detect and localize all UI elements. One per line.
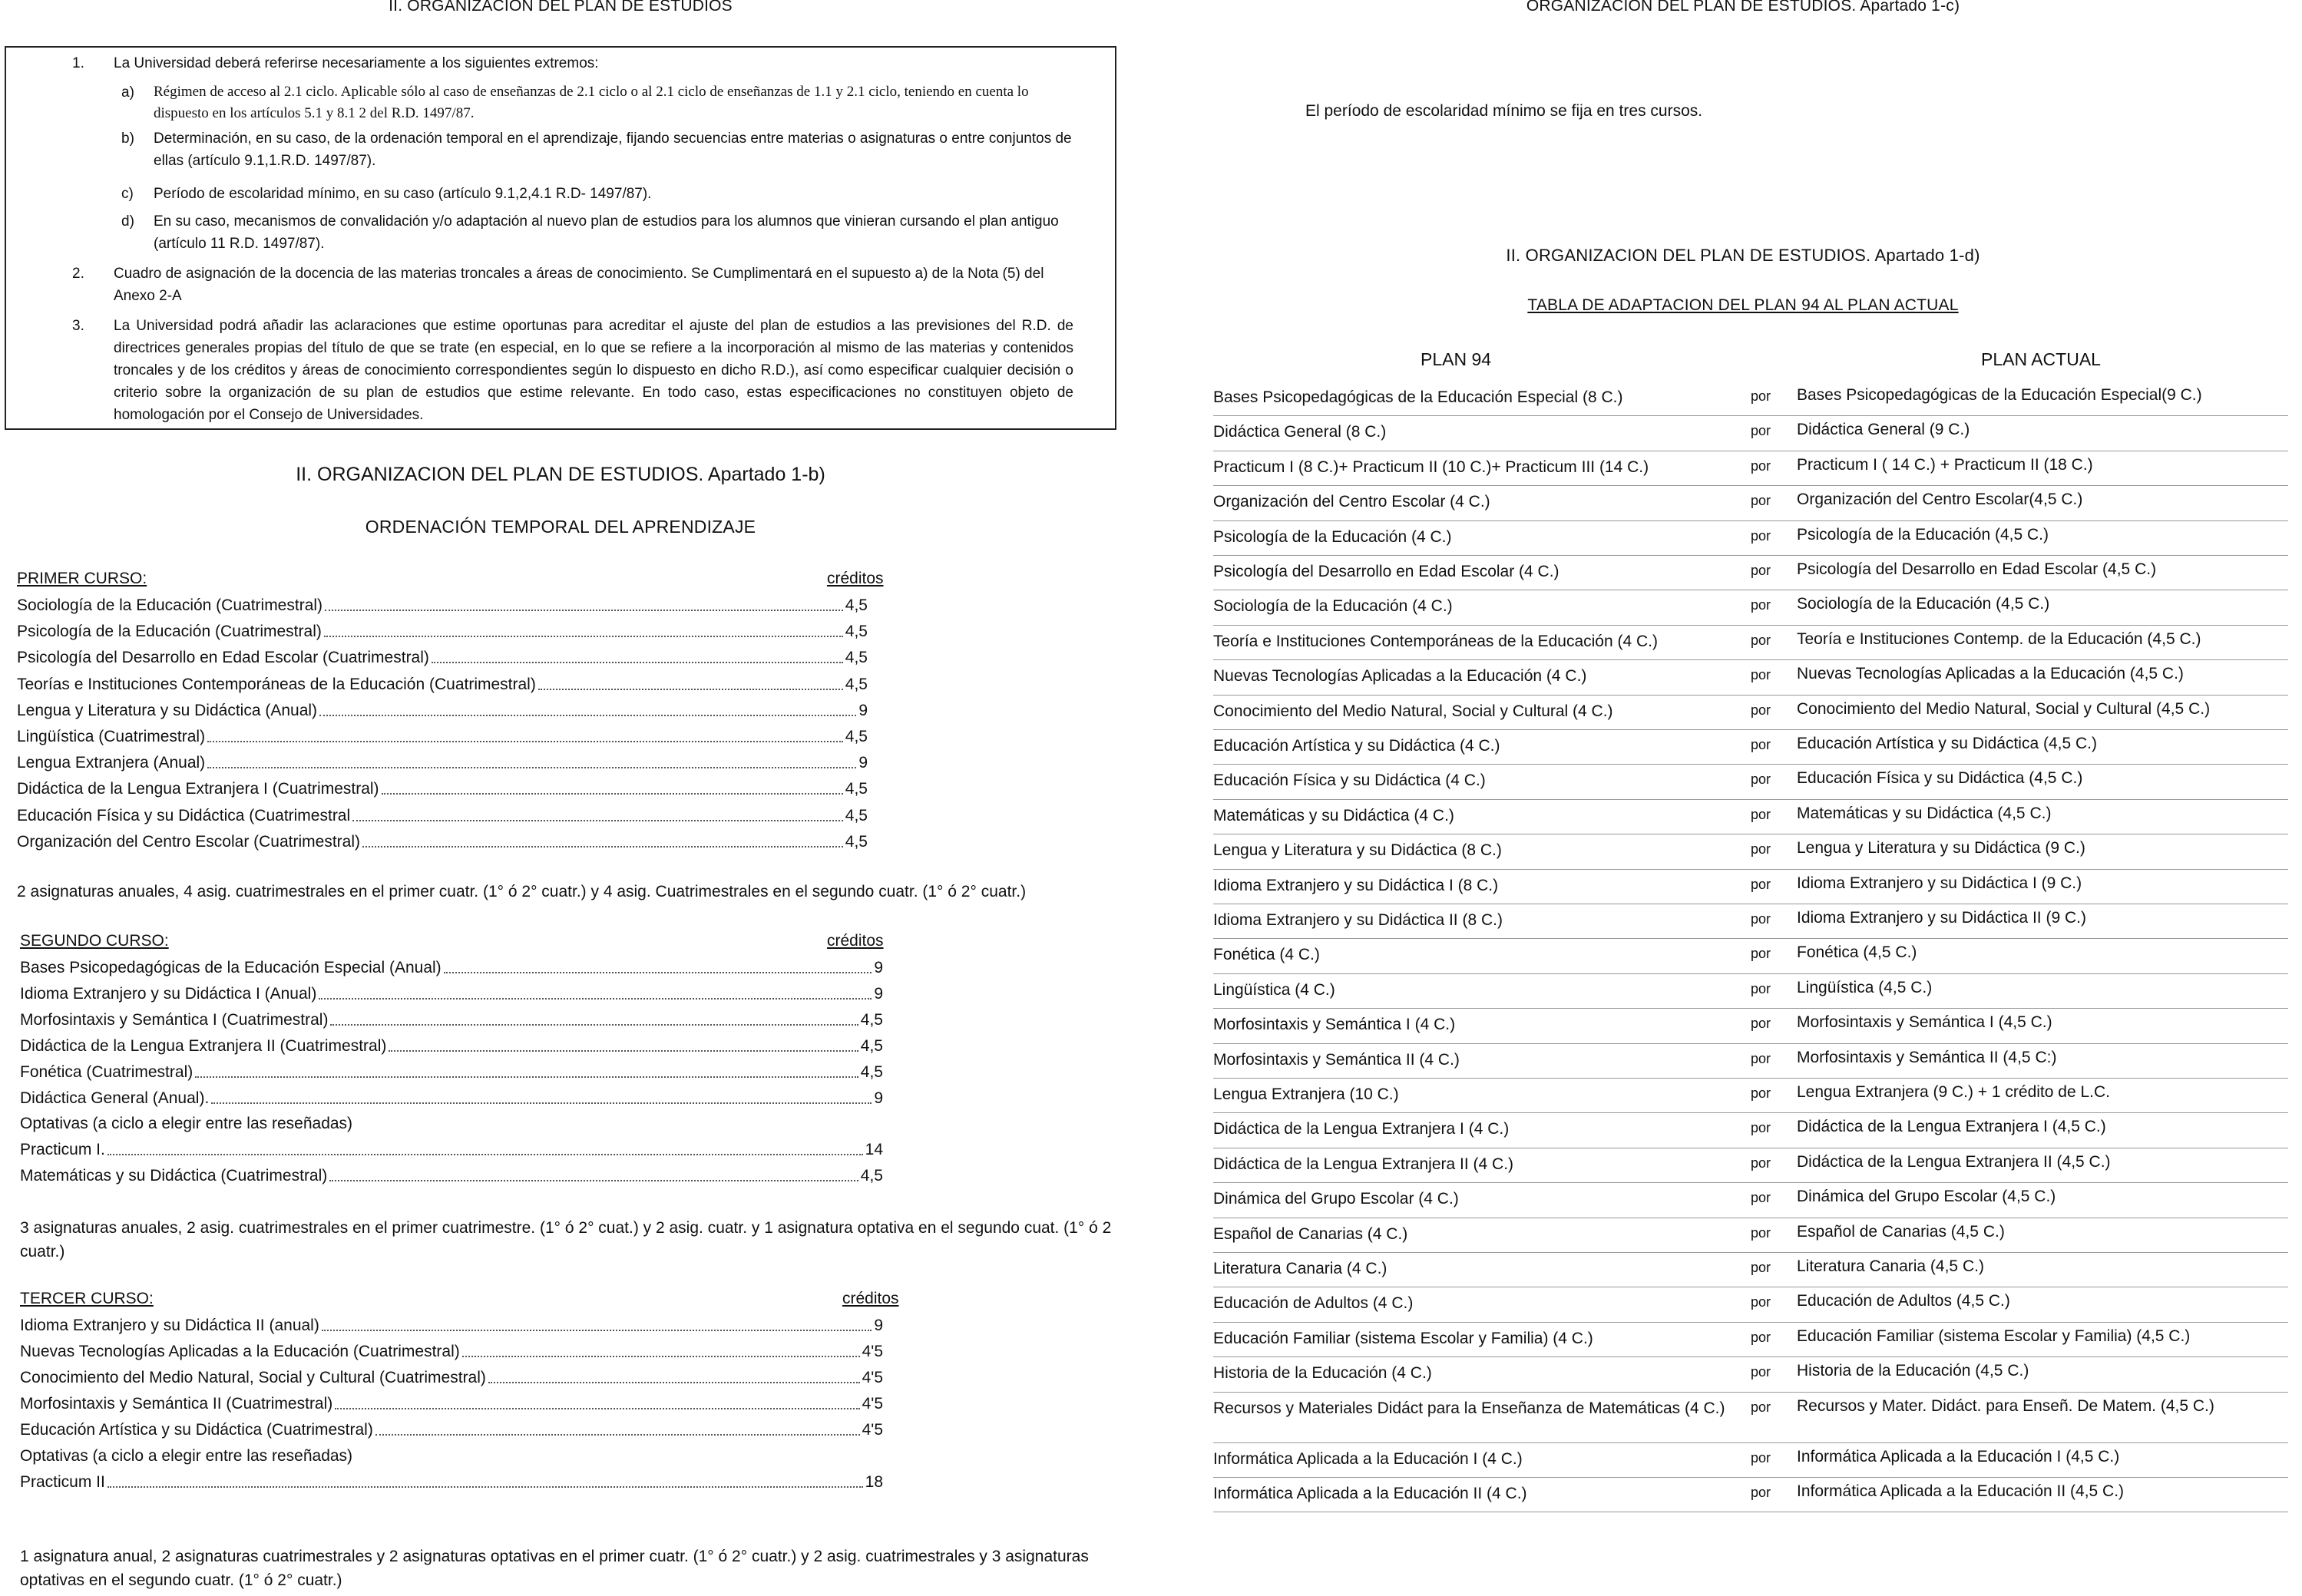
plan-actual-cell: Matemáticas y su Didáctica (4,5 C.) <box>1797 804 2052 822</box>
primer-curso-heading: PRIMER CURSO: <box>17 570 147 587</box>
col-header-plan-94: PLAN 94 <box>1421 349 1492 369</box>
table-row <box>1213 625 2288 660</box>
notes-box <box>5 46 1116 430</box>
dot-leader <box>325 593 843 611</box>
plan-94-cell: Psicología del Desarrollo en Edad Escolar (4 C.) <box>1213 563 1559 580</box>
por-cell: por <box>1751 1120 1771 1136</box>
course-row <box>17 803 868 829</box>
dot-leader <box>207 724 843 742</box>
plan-94-cell: Lengua Extranjera (10 C.) <box>1213 1085 1399 1103</box>
plan-actual-cell: Educación Artística y su Didáctica (4,5 C.) <box>1797 735 2097 752</box>
por-cell: por <box>1751 1399 1771 1415</box>
course-name: Psicología de la Educación (Cuatrimestral) <box>17 623 322 641</box>
note-letter: c) <box>121 186 134 202</box>
course-name: Educación Física y su Didáctica (Cuatrimestral <box>17 806 351 824</box>
por-cell: por <box>1751 1155 1771 1171</box>
dot-leader <box>389 1033 858 1052</box>
course-name: Fonética (Cuatrimestral) <box>20 1063 193 1081</box>
note-c: Período de escolaridad mínimo, en su caso (artículo 9.1,2,4.1 R.D- 1497/87). <box>154 186 652 202</box>
por-cell: por <box>1751 527 1771 544</box>
primer-curso-note: 2 asignaturas anuales, 4 asig. cuatrimestrales en el primer cuatr. (1° ó 2° cuatr.) y 4 asig. Cuatrimestrales en el segundo cuatr. (1° ó 2° cuatr.) <box>17 883 1027 900</box>
por-cell: por <box>1751 1294 1771 1310</box>
segundo-curso-heading: SEGUNDO CURSO: <box>20 932 169 950</box>
por-cell: por <box>1751 841 1771 857</box>
course-row <box>20 1417 883 1443</box>
course-name: Didáctica General (Anual). <box>20 1089 210 1107</box>
por-cell: por <box>1751 1449 1771 1465</box>
col-header-plan-actual: PLAN ACTUAL <box>1981 349 2101 369</box>
por-cell: por <box>1751 702 1771 718</box>
course-credits: 4'5 <box>862 1369 883 1386</box>
table-row <box>1213 1182 2288 1218</box>
plan-actual-cell: Morfosintaxis y Semántica I (4,5 C.) <box>1797 1013 2052 1032</box>
dot-leader <box>107 1469 863 1488</box>
course-row <box>20 1137 883 1163</box>
plan-actual-cell: Lengua y Literatura y su Didáctica (9 C.) <box>1797 839 2085 857</box>
right-page <box>1198 0 2288 1596</box>
por-cell: por <box>1751 388 1771 404</box>
course-row <box>17 750 868 776</box>
course-credits: 4,5 <box>845 806 868 824</box>
plan-94-cell: Educación Física y su Didáctica (4 C.) <box>1213 772 1486 790</box>
course-credits: 4,5 <box>860 1063 883 1081</box>
por-cell: por <box>1751 946 1771 962</box>
course-row <box>17 698 868 724</box>
note-item-2: Cuadro de asignación de la docencia de las materias troncales a áreas de conocimiento. Se Cumplimentará en el supuesto a) de la Nota (5) del Anexo 2-A <box>114 266 1044 304</box>
course-name: Organización del Centro Escolar (Cuatrimestral) <box>17 832 360 851</box>
dot-leader <box>207 750 856 768</box>
course-row <box>20 955 883 981</box>
dot-leader <box>352 803 843 821</box>
table-row <box>1213 1287 2288 1322</box>
course-credits: 4'5 <box>862 1421 883 1439</box>
note-a: Régimen de acceso al 2.1 ciclo. Aplicable sólo al caso de enseñanzas de 2.1 ciclo o al 2.1 ciclo de enseñanzas de 1.1 y 2.1 ciclo, teniendo en cuenta lo dispuesto en los artículos 5.1 y 8.1 2 del R.D. 1497/87. <box>154 84 1029 121</box>
course-row <box>17 829 868 855</box>
dot-leader <box>335 1391 859 1409</box>
plan-94-cell: Informática Aplicada a la Educación I (4 C.) <box>1213 1449 1523 1468</box>
course-row <box>20 1339 883 1365</box>
plan-actual-cell: Educación Física y su Didáctica (4,5 C.) <box>1797 769 2083 788</box>
course-credits: 4,5 <box>845 623 868 641</box>
por-cell: por <box>1751 1050 1771 1066</box>
course-row <box>20 1391 883 1417</box>
course-credits: 9 <box>858 754 868 772</box>
plan-actual-cell: Recursos y Mater. Didáct. para Enseñ. De Matem. (4,5 C.) <box>1797 1396 2214 1415</box>
course-row <box>17 724 868 750</box>
table-row <box>1213 381 2288 416</box>
table-row <box>1213 938 2288 973</box>
note-number: 1. <box>72 55 84 71</box>
dot-leader <box>488 1365 860 1383</box>
note-item-1: La Universidad deberá referirse necesariamente a los siguientes extremos: <box>114 55 599 71</box>
course-credits: 9 <box>874 1089 883 1107</box>
por-cell: por <box>1751 1260 1771 1275</box>
course-row <box>20 1007 883 1033</box>
course-row <box>20 1469 883 1495</box>
dot-leader <box>462 1339 860 1357</box>
table-row <box>1213 485 2288 520</box>
dot-leader <box>211 1085 872 1104</box>
course-name: Didáctica de la Lengua Extranjera I (Cuatrimestral) <box>17 780 379 798</box>
table-row <box>1213 451 2288 486</box>
plan-94-cell: Educación Artística y su Didáctica (4 C.) <box>1213 737 1500 755</box>
course-credits: 4,5 <box>845 728 868 745</box>
course-name: Matemáticas y su Didáctica (Cuatrimestral) <box>20 1167 328 1185</box>
course-credits: 4,5 <box>845 780 868 798</box>
creditos-label: créditos <box>827 932 884 950</box>
course-credits: 4,5 <box>860 1011 883 1029</box>
course-credits: 9 <box>858 701 868 719</box>
por-cell: por <box>1751 563 1771 578</box>
dot-leader <box>322 1313 872 1331</box>
course-row <box>17 645 868 671</box>
por-cell: por <box>1751 806 1771 822</box>
plan-94-cell: Didáctica de la Lengua Extranjera I (4 C.) <box>1213 1120 1510 1138</box>
dot-leader <box>319 698 856 716</box>
course-row <box>17 619 868 645</box>
dot-leader <box>538 672 843 690</box>
tercer-optativas: Optativas (a ciclo a elegir entre las reseñadas) <box>20 1447 353 1465</box>
table-row <box>1213 1252 2288 1287</box>
plan-94-cell: Informática Aplicada a la Educación II (4 C.) <box>1213 1485 1527 1502</box>
plan-94-cell: Teoría e Instituciones Contemporáneas de la Educación (4 C.) <box>1213 632 1658 650</box>
course-row <box>20 1163 883 1189</box>
segundo-optativas: Optativas (a ciclo a elegir entre las reseñadas) <box>20 1115 353 1132</box>
plan-actual-cell: Conocimiento del Medio Natural, Social y Cultural (4,5 C.) <box>1797 699 2211 718</box>
por-cell: por <box>1751 911 1771 927</box>
table-row <box>1213 1043 2288 1079</box>
table-row <box>1213 695 2288 730</box>
plan-94-cell: Morfosintaxis y Semántica I (4 C.) <box>1213 1016 1456 1034</box>
table-row <box>1213 834 2288 869</box>
tercer-curso-heading: TERCER CURSO: <box>20 1290 154 1307</box>
plan-actual-cell: Psicología del Desarrollo en Edad Escolar (4,5 C.) <box>1797 560 2157 578</box>
por-cell: por <box>1751 772 1771 788</box>
course-credits: 14 <box>865 1141 883 1158</box>
plan-94-cell: Didáctica de la Lengua Extranjera II (4 C.) <box>1213 1155 1514 1173</box>
plan-94-cell: Idioma Extranjero y su Didáctica II (8 C.) <box>1213 911 1503 929</box>
table-row <box>1213 1392 2288 1443</box>
course-name: Nuevas Tecnologías Aplicadas a la Educación (Cuatrimestral) <box>20 1343 460 1360</box>
por-cell: por <box>1751 458 1771 474</box>
segundo-curso-note: 3 asignaturas anuales, 2 asig. cuatrimestrales en el primer cuatrimestre. (1° ó 2° cuat.) y 2 asig. cuatr. y 1 asignatura optativa en el segundo cuat. (1° ó 2 cuatr.) <box>20 1219 1112 1261</box>
plan-94-cell: Educación Familiar (sistema Escolar y Familia) (4 C.) <box>1213 1329 1593 1347</box>
note-letter: d) <box>121 213 134 230</box>
plan-actual-cell: Informática Aplicada a la Educación I (4,5 C.) <box>1797 1447 2120 1465</box>
plan-actual-cell: Didáctica General (9 C.) <box>1797 421 1970 439</box>
dot-leader <box>319 981 872 1000</box>
dot-leader <box>432 645 843 663</box>
course-row <box>17 672 868 698</box>
table-row <box>1213 1008 2288 1043</box>
plan-94-cell: Sociología de la Educación (4 C.) <box>1213 597 1453 616</box>
table-row <box>1213 904 2288 939</box>
plan-94-cell: Español de Canarias (4 C.) <box>1213 1224 1408 1243</box>
table-row <box>1213 590 2288 625</box>
right-top-title: ORGANIZACION DEL PLAN DE ESTUDIOS. Apartado 1-c) <box>1526 0 1960 15</box>
dot-leader <box>329 1163 858 1181</box>
plan-actual-cell: Idioma Extranjero y su Didáctica II (9 C.) <box>1797 909 2086 927</box>
plan-94-cell: Psicología de la Educación (4 C.) <box>1213 527 1452 546</box>
course-name: Conocimiento del Medio Natural, Social y Cultural (Cuatrimestral) <box>20 1369 486 1386</box>
plan-actual-cell: Morfosintaxis y Semántica II (4,5 C:) <box>1797 1048 2057 1066</box>
section-title-1d: II. ORGANIZACION DEL PLAN DE ESTUDIOS. Apartado 1-d) <box>1506 246 1980 265</box>
por-cell: por <box>1751 1085 1771 1101</box>
course-name: Teorías e Instituciones Contemporáneas de la Educación (Cuatrimestral) <box>17 675 536 693</box>
note-item-3: La Universidad podrá añadir las aclaraciones que estime oportunas para acreditar el ajuste del plan de estudios a las previsiones del R.D. de directrices generales propias del título de que se trate (en especial, en lo que se refiere a la incorporación al mismo de las materias y contenidos troncales y de los créditos y áreas de conocimiento correspondientes según lo dispuesto en dicho R.D.), así como especificar cualquier decisión o criterio sobre la organización de su plan de estudios que estime relevante. En todo caso, estas especificaciones no constituyen objeto de homologación por el Consejo de Universidades. <box>114 318 1073 423</box>
note-number: 3. <box>72 318 84 334</box>
por-cell: por <box>1751 597 1771 613</box>
por-cell: por <box>1751 423 1771 439</box>
plan-94-cell: Idioma Extranjero y su Didáctica I (8 C.) <box>1213 876 1499 894</box>
plan-actual-cell: Informática Aplicada a la Educación II (4,5 C.) <box>1797 1482 2125 1500</box>
course-credits: 4,5 <box>860 1037 883 1055</box>
course-name: Practicum I. <box>20 1141 105 1158</box>
table-row <box>1213 415 2288 451</box>
table-row <box>1213 659 2288 695</box>
table-row <box>1213 1218 2288 1253</box>
plan-94-cell: Recursos y Materiales Didáct para la Enseñanza de Matemáticas (4 C.) <box>1213 1399 1725 1417</box>
course-name: Lingüística (Cuatrimestral) <box>17 728 206 745</box>
course-name: Morfosintaxis y Semántica I (Cuatrimestral) <box>20 1011 329 1029</box>
note-number: 2. <box>72 266 84 282</box>
dot-leader <box>444 955 872 973</box>
course-name: Psicología del Desarrollo en Edad Escolar (Cuatrimestral) <box>17 649 429 667</box>
tercer-curso-note: 1 asignatura anual, 2 asignaturas cuatrimestrales y 2 asignaturas optativas en el primer cuatr. (1° ó 2° cuatr.) y 2 asig. cuatrimestrales y 3 asignaturas optativas en el segundo cuatr. (1° ó 2° cuatr.) <box>20 1548 1089 1589</box>
course-name: Didáctica de la Lengua Extranjera II (Cuatrimestral) <box>20 1037 387 1055</box>
plan-94-cell: Fonética (4 C.) <box>1213 946 1320 964</box>
course-name: Sociología de la Educación (Cuatrimestral) <box>17 596 323 614</box>
table-row <box>1213 764 2288 799</box>
course-name: Lengua y Literatura y su Didáctica (Anual) <box>17 701 318 719</box>
course-credits: 9 <box>874 985 883 1003</box>
por-cell: por <box>1751 1364 1771 1380</box>
course-credits: 9 <box>874 959 883 976</box>
course-name: Idioma Extranjero y su Didáctica I (Anual) <box>20 985 317 1003</box>
por-cell: por <box>1751 1329 1771 1345</box>
plan-94-cell: Literatura Canaria (4 C.) <box>1213 1260 1387 1277</box>
course-row <box>17 776 868 802</box>
plan-94-cell: Educación de Adultos (4 C.) <box>1213 1294 1414 1313</box>
plan-94-cell: Lingüística (4 C.) <box>1213 980 1335 999</box>
course-row <box>20 1085 883 1112</box>
course-name: Educación Artística y su Didáctica (Cuatrimestral) <box>20 1421 373 1439</box>
note-b: Determinación, en su caso, de la ordenación temporal en el aprendizaje, fijando secuencias entre materias o asignaturas o entre conjuntos de ellas (artículo 9.1,1.R.D. 1497/87). <box>154 131 1072 169</box>
plan-actual-cell: Didáctica de la Lengua Extranjera II (4,5 C.) <box>1797 1152 2111 1171</box>
plan-actual-cell: Educación de Adultos (4,5 C.) <box>1797 1292 2010 1310</box>
plan-94-cell: Organización del Centro Escolar (4 C.) <box>1213 493 1490 511</box>
plan-actual-cell: Literatura Canaria (4,5 C.) <box>1797 1257 1984 1275</box>
note-letter: a) <box>121 84 134 101</box>
dot-leader <box>375 1417 860 1436</box>
plan-actual-cell: Lingüística (4,5 C.) <box>1797 978 1933 996</box>
plan-actual-cell: Fonética (4,5 C.) <box>1797 943 1917 962</box>
por-cell: por <box>1751 1224 1771 1241</box>
por-cell: por <box>1751 1016 1771 1032</box>
table-row <box>1213 1112 2288 1148</box>
course-credits: 4,5 <box>845 649 868 667</box>
plan-94-cell: Didáctica General (8 C.) <box>1213 423 1387 441</box>
por-cell: por <box>1751 1485 1771 1500</box>
table-row <box>1213 729 2288 765</box>
dot-leader <box>107 1137 863 1155</box>
escolaridad-text: El período de escolaridad mínimo se fija en tres cursos. <box>1305 102 1703 120</box>
note-d: En su caso, mecanismos de convalidación y/o adaptación al nuevo plan de estudios para los alumnos que vinieran cursando el plan antiguo (artículo 11 R.D. 1497/87). <box>154 213 1059 252</box>
table-row <box>1213 555 2288 590</box>
section-title-1b: II. ORGANIZACION DEL PLAN DE ESTUDIOS. Apartado 1-b) <box>296 464 825 485</box>
plan-actual-cell: Lengua Extranjera (9 C.) + 1 crédito de L.C. <box>1797 1083 2110 1101</box>
plan-actual-cell: Bases Psicopedagógicas de la Educación Especial(9 C.) <box>1797 386 2202 404</box>
note-letter: b) <box>121 131 134 147</box>
course-credits: 18 <box>865 1473 883 1491</box>
plan-94-cell: Morfosintaxis y Semántica II (4 C.) <box>1213 1050 1460 1069</box>
course-name: Bases Psicopedagógicas de la Educación Especial (Anual) <box>20 959 442 976</box>
course-row <box>20 1033 883 1059</box>
plan-actual-cell: Teoría e Instituciones Contemp. de la Educación (4,5 C.) <box>1797 629 2201 648</box>
por-cell: por <box>1751 980 1771 996</box>
course-name: Morfosintaxis y Semántica II (Cuatrimestral) <box>20 1395 333 1413</box>
dot-leader <box>195 1059 858 1078</box>
plan-actual-cell: Nuevas Tecnologías Aplicadas a la Educación (4,5 C.) <box>1797 665 2184 683</box>
plan-actual-cell: Sociología de la Educación (4,5 C.) <box>1797 595 2050 613</box>
course-row <box>20 981 883 1007</box>
dot-leader <box>330 1007 858 1026</box>
table-row <box>1213 1356 2288 1392</box>
left-top-title: II. ORGANIZACION DEL PLAN DE ESTUDIOS <box>389 0 733 15</box>
plan-actual-cell: Dinámica del Grupo Escolar (4,5 C.) <box>1797 1188 2056 1206</box>
plan-94-cell: Historia de la Educación (4 C.) <box>1213 1364 1432 1383</box>
por-cell: por <box>1751 737 1771 752</box>
table-row <box>1213 1148 2288 1183</box>
por-cell: por <box>1751 876 1771 892</box>
course-name: Idioma Extranjero y su Didáctica II (anual) <box>20 1317 319 1334</box>
plan-94-cell: Matemáticas y su Didáctica (4 C.) <box>1213 806 1454 824</box>
course-name: Practicum II <box>20 1473 105 1491</box>
ordenacion-subtitle: ORDENACIÓN TEMPORAL DEL APRENDIZAJE <box>365 517 756 537</box>
plan-actual-cell: Organización del Centro Escolar(4,5 C.) <box>1797 491 2083 509</box>
course-credits: 4,5 <box>860 1167 883 1185</box>
course-credits: 4,5 <box>845 832 868 851</box>
course-row <box>17 593 868 619</box>
table-row <box>1213 973 2288 1009</box>
plan-actual-cell: Didáctica de la Lengua Extranjera I (4,5 C.) <box>1797 1118 2106 1136</box>
course-credits: 4,5 <box>845 675 868 693</box>
course-credits: 4'5 <box>862 1395 883 1413</box>
plan-actual-cell: Practicum I ( 14 C.) + Practicum II (18 C.) <box>1797 455 2093 474</box>
table-row <box>1213 1442 2288 1478</box>
plan-actual-cell: Español de Canarias (4,5 C.) <box>1797 1222 2005 1241</box>
dot-leader <box>362 829 843 848</box>
course-credits: 4,5 <box>845 596 868 614</box>
por-cell: por <box>1751 493 1771 509</box>
por-cell: por <box>1751 632 1771 648</box>
table-row <box>1213 869 2288 904</box>
plan-94-cell: Nuevas Tecnologías Aplicadas a la Educación (4 C.) <box>1213 667 1587 686</box>
plan-actual-cell: Psicología de la Educación (4,5 C.) <box>1797 525 2049 544</box>
por-cell: por <box>1751 1190 1771 1206</box>
plan-94-cell: Lengua y Literatura y su Didáctica (8 C.) <box>1213 841 1502 860</box>
course-credits: 9 <box>874 1317 883 1334</box>
course-credits: 4'5 <box>862 1343 883 1360</box>
dot-leader <box>324 619 843 637</box>
table-title: TABLA DE ADAPTACION DEL PLAN 94 AL PLAN ACTUAL <box>1527 296 1959 314</box>
table-row <box>1213 1477 2288 1512</box>
course-name: Lengua Extranjera (Anual) <box>17 754 206 772</box>
plan-actual-cell: Historia de la Educación (4,5 C.) <box>1797 1362 2029 1380</box>
plan-94-cell: Practicum I (8 C.)+ Practicum II (10 C.)+ Practicum III (14 C.) <box>1213 458 1649 476</box>
course-row <box>20 1365 883 1391</box>
plan-94-cell: Bases Psicopedagógicas de la Educación Especial (8 C.) <box>1213 388 1623 406</box>
creditos-label: créditos <box>842 1290 899 1307</box>
table-row <box>1213 520 2288 556</box>
course-row <box>20 1313 883 1339</box>
plan-actual-cell: Educación Familiar (sistema Escolar y Familia) (4,5 C.) <box>1797 1327 2191 1345</box>
table-row <box>1213 799 2288 834</box>
creditos-label: créditos <box>827 570 884 587</box>
plan-actual-cell: Idioma Extranjero y su Didáctica I (9 C.) <box>1797 874 2082 892</box>
table-row <box>1213 1322 2288 1357</box>
course-row <box>20 1059 883 1085</box>
dot-leader <box>382 776 843 795</box>
plan-94-cell: Dinámica del Grupo Escolar (4 C.) <box>1213 1190 1459 1208</box>
plan-94-cell: Conocimiento del Medio Natural, Social y Cultural (4 C.) <box>1213 702 1613 720</box>
table-row <box>1213 1078 2288 1113</box>
por-cell: por <box>1751 667 1771 683</box>
